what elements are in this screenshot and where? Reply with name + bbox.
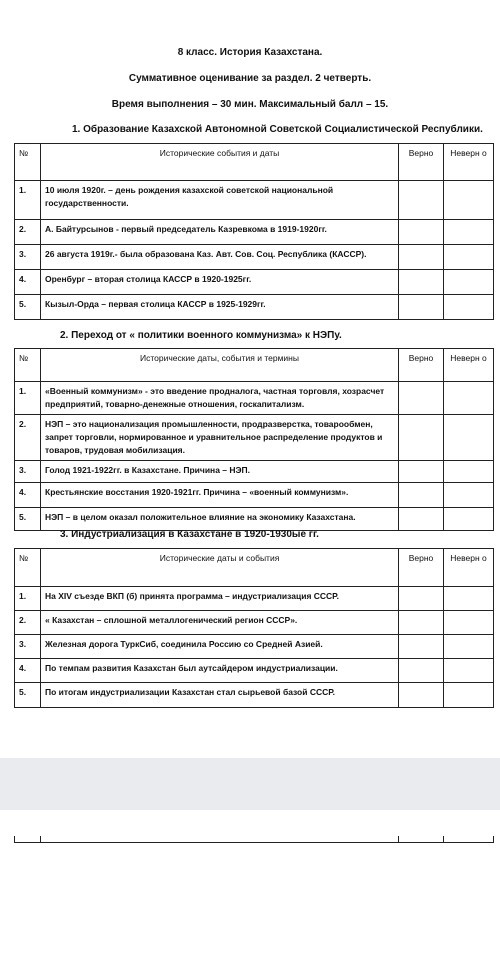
false-answer-cell[interactable] — [444, 245, 494, 270]
table-row — [15, 382, 494, 415]
row-number: 3. — [15, 461, 41, 483]
column-header-num: № — [15, 144, 41, 181]
true-answer-cell[interactable] — [399, 587, 444, 611]
table-row — [15, 587, 494, 611]
row-number: 1. — [15, 181, 41, 220]
statement-text: НЭП – в целом оказал положительное влияние на экономику Казахстана. — [41, 508, 399, 531]
table-row — [15, 295, 494, 320]
true-answer-cell[interactable] — [399, 382, 444, 415]
page-separator — [0, 758, 500, 810]
table-row — [15, 611, 494, 635]
false-answer-cell[interactable] — [444, 611, 494, 635]
row-number: 4. — [15, 659, 41, 683]
statement-text: Оренбург – вторая столица КАССР в 1920-1925гг. — [41, 270, 399, 295]
true-answer-cell[interactable] — [399, 635, 444, 659]
true-answer-cell[interactable] — [399, 483, 444, 508]
table-row — [15, 181, 494, 220]
true-answer-cell[interactable] — [399, 270, 444, 295]
false-answer-cell[interactable] — [444, 415, 494, 461]
section-1-table — [14, 143, 494, 320]
table-row — [15, 508, 494, 531]
false-answer-cell[interactable] — [444, 220, 494, 245]
column-header-false: Неверн о — [444, 549, 494, 587]
true-answer-cell[interactable] — [399, 461, 444, 483]
row-number: 1. — [15, 382, 41, 415]
true-answer-cell[interactable] — [399, 415, 444, 461]
statement-text: Кызыл-Орда – первая столица КАССР в 1925-1929гг. — [41, 295, 399, 320]
table-border-tick — [493, 836, 494, 843]
true-answer-cell[interactable] — [399, 683, 444, 708]
section-1-title: 1. Образование Казахской Автономной Советской Социалистической Республики. — [72, 124, 483, 135]
section-2-title: 2. Переход от « политики военного коммунизма» к НЭПу. — [60, 330, 342, 341]
table-row — [15, 461, 494, 483]
row-number: 3. — [15, 635, 41, 659]
column-header-true: Верно — [399, 349, 444, 382]
statement-text: 10 июля 1920г. – день рождения казахской советской национальной государственности. — [41, 181, 399, 220]
section-3-title: 3. Индустриализация в Казахстане в 1920-1930ые гг. — [60, 529, 319, 540]
false-answer-cell[interactable] — [444, 508, 494, 531]
statement-text: « Казахстан – сплошной металлогенический регион СССР». — [41, 611, 399, 635]
true-answer-cell[interactable] — [399, 611, 444, 635]
true-answer-cell[interactable] — [399, 220, 444, 245]
row-number: 5. — [15, 508, 41, 531]
false-answer-cell[interactable] — [444, 683, 494, 708]
false-answer-cell[interactable] — [444, 587, 494, 611]
table-row — [15, 245, 494, 270]
worksheet-time-info: Время выполнения – 30 мин. Максимальный балл – 15. — [111, 99, 389, 110]
true-answer-cell[interactable] — [399, 245, 444, 270]
table-row — [15, 415, 494, 461]
row-number: 4. — [15, 270, 41, 295]
column-header-events: Исторические даты и события — [41, 549, 399, 587]
false-answer-cell[interactable] — [444, 483, 494, 508]
row-number: 3. — [15, 245, 41, 270]
false-answer-cell[interactable] — [444, 382, 494, 415]
row-number: 2. — [15, 220, 41, 245]
statement-text: По итогам индустриализации Казахстан стал сырьевой базой СССР. — [41, 683, 399, 708]
statement-text: Голод 1921-1922гг. в Казахстане. Причина – НЭП. — [41, 461, 399, 483]
false-answer-cell[interactable] — [444, 181, 494, 220]
row-number: 1. — [15, 587, 41, 611]
column-header-false: Неверн о — [444, 349, 494, 382]
table-border-tick — [40, 836, 41, 843]
statement-text: А. Байтурсынов - первый председатель Казревкома в 1919-1920гг. — [41, 220, 399, 245]
next-page-preview — [0, 810, 500, 956]
table-row — [15, 220, 494, 245]
column-header-false: Неверн о — [444, 144, 494, 181]
table-row — [15, 635, 494, 659]
next-page-table-edge — [14, 842, 494, 843]
false-answer-cell[interactable] — [444, 461, 494, 483]
table-border-tick — [14, 836, 15, 843]
statement-text: На XIV съезде ВКП (б) принята программа – индустриализация СССР. — [41, 587, 399, 611]
column-header-events: Исторические даты, события и термины — [41, 349, 399, 382]
statement-text: Крестьянские восстания 1920-1921гг. Причина – «военный коммунизм». — [41, 483, 399, 508]
column-header-true: Верно — [399, 549, 444, 587]
column-header-num: № — [15, 549, 41, 587]
true-answer-cell[interactable] — [399, 508, 444, 531]
row-number: 5. — [15, 683, 41, 708]
true-answer-cell[interactable] — [399, 181, 444, 220]
section-2-table — [14, 348, 494, 531]
false-answer-cell[interactable] — [444, 295, 494, 320]
row-number: 2. — [15, 415, 41, 461]
table-row — [15, 483, 494, 508]
column-header-true: Верно — [399, 144, 444, 181]
table-row — [15, 659, 494, 683]
statement-text: По темпам развития Казахстан был аутсайдером индустриализации. — [41, 659, 399, 683]
false-answer-cell[interactable] — [444, 270, 494, 295]
table-row — [15, 683, 494, 708]
worksheet-title: 8 класс. История Казахстана. — [177, 47, 323, 58]
column-header-num: № — [15, 349, 41, 382]
false-answer-cell[interactable] — [444, 659, 494, 683]
worksheet-subtitle: Суммативное оценивание за раздел. 2 четверть. — [128, 73, 372, 84]
row-number: 5. — [15, 295, 41, 320]
statement-text: Железная дорога ТуркСиб, соединила Россию со Средней Азией. — [41, 635, 399, 659]
statement-text: 26 августа 1919г.- была образована Каз. Авт. Сов. Соц. Республика (КАССР). — [41, 245, 399, 270]
row-number: 2. — [15, 611, 41, 635]
table-row — [15, 270, 494, 295]
true-answer-cell[interactable] — [399, 295, 444, 320]
section-3-table — [14, 548, 494, 708]
table-border-tick — [443, 836, 444, 843]
false-answer-cell[interactable] — [444, 635, 494, 659]
row-number: 4. — [15, 483, 41, 508]
column-header-events: Исторические события и даты — [41, 144, 399, 181]
statement-text: «Военный коммунизм» - это введение продналога, частная торговля, хозрасчет предприятий, товарно-денежные отношения, госкапитализм. — [41, 382, 399, 415]
table-border-tick — [398, 836, 399, 843]
statement-text: НЭП – это национализация промышленности, продразверстка, товарообмен, запрет торговли, нормированное и уравнительное распределение продуктов и товаров, трудовая мобилизация. — [41, 415, 399, 461]
true-answer-cell[interactable] — [399, 659, 444, 683]
